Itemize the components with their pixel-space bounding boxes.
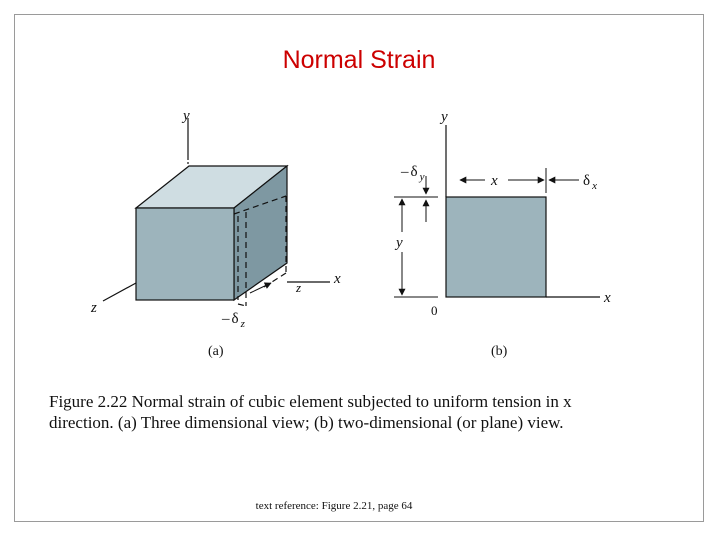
panel-label-a: (a) bbox=[208, 344, 224, 359]
cube-front-face bbox=[136, 208, 234, 300]
caption-line-1: Figure 2.22 Normal strain of cubic element subjected to uniform tension in x bbox=[49, 392, 572, 411]
delta-x-label: δ $_x$ bbox=[583, 173, 597, 192]
view-b-x-label: x bbox=[604, 290, 611, 306]
delta-z-label: – δ $_z$ bbox=[222, 311, 245, 330]
delta-y-label: – δ $_y$ bbox=[401, 164, 425, 183]
plane-square bbox=[446, 197, 546, 297]
view-a-z-axis bbox=[103, 283, 136, 301]
panel-label-b: (b) bbox=[491, 344, 508, 359]
dim-x-label: x bbox=[491, 173, 498, 189]
slide-title: Normal Strain bbox=[282, 46, 436, 74]
caption-line-2: direction. (a) Three dimensional view; (b) two-dimensional (or plane) view. bbox=[49, 413, 564, 432]
text-reference: text reference: Figure 2.21, page 64 bbox=[255, 500, 413, 512]
view-a-z-label: z bbox=[91, 300, 97, 316]
view-a-z-inner-label: z bbox=[296, 280, 302, 295]
view-a-y-label: y bbox=[183, 108, 190, 124]
view-b-y-label: y bbox=[441, 109, 448, 125]
view-a-3d-cube bbox=[90, 108, 341, 359]
dim-y-label: y bbox=[396, 235, 403, 251]
figure-caption bbox=[49, 391, 669, 433]
view-a-x-label: x bbox=[334, 271, 341, 287]
view-b-plane bbox=[394, 109, 611, 359]
origin-label: 0 bbox=[431, 303, 438, 318]
